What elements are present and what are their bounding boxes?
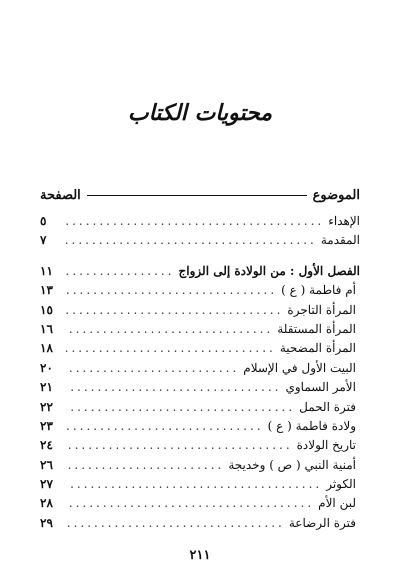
toc-entry bbox=[40, 281, 360, 300]
toc-entry-page: ١٦ bbox=[40, 321, 53, 336]
toc-entry bbox=[40, 378, 360, 397]
toc-entry-dedication bbox=[40, 212, 360, 231]
toc-entry-page: ٢٧ bbox=[40, 477, 53, 492]
toc-entry-title: المقدمة bbox=[320, 233, 360, 248]
dot-leader bbox=[66, 494, 314, 513]
toc-entry-page: ٢٩ bbox=[40, 515, 53, 530]
page-number: ٢١١ bbox=[189, 548, 211, 563]
dot-leader bbox=[66, 475, 322, 494]
topic-column-label: الموضوع bbox=[312, 187, 360, 203]
toc-entry-title: المرأة المضحية bbox=[279, 341, 356, 356]
toc-entry-page: ٢٢ bbox=[40, 399, 53, 414]
toc-entry-page: ٧ bbox=[40, 233, 47, 248]
toc-entry bbox=[40, 359, 360, 378]
toc-entry-title: فترة الحمل bbox=[299, 399, 356, 414]
toc-entry-title: الأمر السماوي bbox=[285, 380, 356, 395]
toc-entry-title: المرأة التاجرة bbox=[287, 302, 356, 317]
toc-entry bbox=[40, 475, 360, 494]
toc-entry-title: الكوثر bbox=[326, 477, 356, 492]
dot-leader bbox=[66, 281, 277, 300]
dot-leader bbox=[66, 436, 293, 455]
dot-leader bbox=[66, 417, 264, 436]
toc-entry-page: ٢٨ bbox=[40, 496, 53, 511]
toc-entry bbox=[40, 320, 360, 339]
dot-leader bbox=[66, 212, 324, 231]
toc-entry-title: ولادة فاطمة ( ع ) bbox=[267, 418, 356, 433]
toc-entry-page: ٥ bbox=[40, 214, 47, 228]
toc-entry-page: ٢٦ bbox=[40, 457, 53, 472]
toc-entry-title: أم فاطمة ( ع ) bbox=[281, 283, 356, 298]
toc-entry bbox=[40, 494, 360, 513]
dot-leader bbox=[66, 456, 224, 475]
toc-entry-page: ١٥ bbox=[40, 302, 53, 317]
toc-entry-title: تاريخ الولادة bbox=[296, 438, 356, 453]
toc-entry-page: ٢٠ bbox=[40, 360, 53, 375]
toc-entry-title: فترة الرضاعة bbox=[288, 515, 356, 530]
toc-entry-page: ١١ bbox=[40, 263, 53, 278]
toc-entry-page: ٢١ bbox=[40, 380, 53, 395]
dot-leader bbox=[66, 359, 239, 378]
toc-entry-page: ١٨ bbox=[40, 341, 53, 356]
toc-entry-title: لبن الأم bbox=[318, 496, 356, 511]
toc-entry-chapter-one bbox=[40, 262, 360, 281]
dot-leader bbox=[66, 320, 273, 339]
header-rule bbox=[87, 195, 307, 196]
toc-entry-page: ٢٤ bbox=[40, 438, 53, 453]
toc-entry-title: الفصل الأول : من الولادة إلى الزواج bbox=[178, 263, 360, 278]
toc-entry bbox=[40, 456, 360, 475]
toc-entry-title: أمنية النبي ( ص ) وخديجة bbox=[228, 457, 356, 472]
dot-leader bbox=[66, 339, 276, 358]
toc-entry bbox=[40, 398, 360, 417]
dot-leader bbox=[66, 514, 285, 533]
toc-entry-introduction bbox=[40, 231, 360, 250]
dot-leader bbox=[66, 301, 283, 320]
dot-leader bbox=[66, 231, 317, 250]
toc-header bbox=[40, 185, 360, 205]
toc-entry-page: ٢٣ bbox=[40, 418, 53, 433]
toc-entry bbox=[40, 436, 360, 455]
toc-entry bbox=[40, 339, 360, 358]
toc-entry-title: البيت الأول في الإسلام bbox=[243, 360, 356, 375]
toc-entry bbox=[40, 514, 360, 533]
toc-entry-title: الإهداء bbox=[328, 214, 360, 228]
page-title: محتويات الكتاب bbox=[127, 100, 273, 126]
toc-entry bbox=[40, 301, 360, 320]
toc-entry bbox=[40, 417, 360, 436]
dot-leader bbox=[66, 262, 175, 281]
toc-entry-page: ١٣ bbox=[40, 283, 53, 298]
toc-entry-title: المرأة المستقلة bbox=[277, 321, 356, 336]
dot-leader bbox=[66, 398, 295, 417]
table-of-contents bbox=[40, 212, 360, 533]
dot-leader bbox=[66, 378, 281, 397]
page-column-label: الصفحة bbox=[40, 187, 81, 203]
